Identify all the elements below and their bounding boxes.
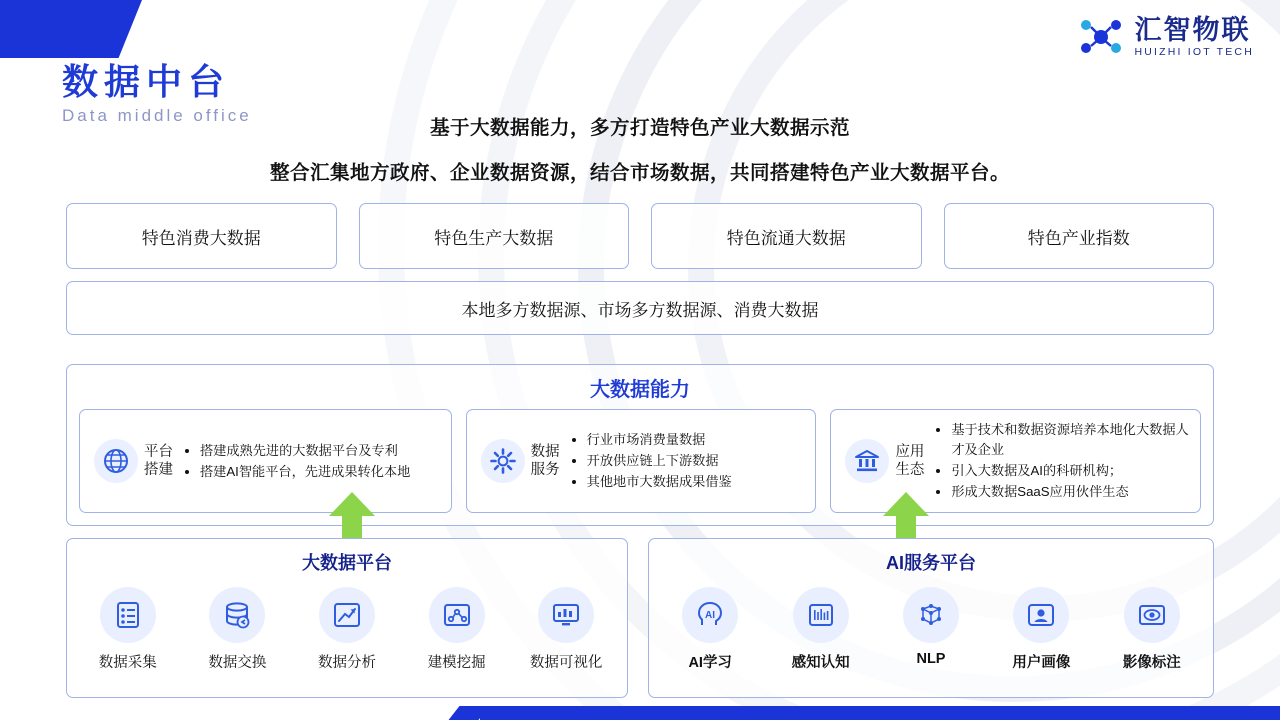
- list-item: • 引入大数据及AI的科研机构；: [951, 461, 1192, 481]
- top-box-label: 特色流通大数据: [726, 228, 846, 248]
- platform-item-nlp[interactable]: [879, 587, 983, 667]
- platform-item-data-exchange[interactable]: [185, 587, 289, 672]
- ai-head-icon: [682, 587, 738, 643]
- platform-item-label: 建模挖掘: [427, 655, 486, 671]
- platform-item-user-portrait[interactable]: [989, 587, 1093, 672]
- monitor-visual-icon: [538, 587, 594, 643]
- platform-item-label: 用户画像: [1012, 655, 1071, 671]
- top-box-label: 特色生产大数据: [434, 228, 554, 248]
- list-item: • 开放供应链上下游数据: [587, 451, 732, 471]
- gear-icon: [481, 439, 525, 483]
- top-box-circulation[interactable]: [651, 203, 922, 269]
- platform-item-perception[interactable]: [769, 587, 873, 672]
- chart-analysis-icon: [319, 587, 375, 643]
- data-source-label: 本地多方数据源、市场多方数据源、消费大数据: [461, 300, 819, 320]
- arrow-up-left: [329, 492, 375, 543]
- capability-title: 大数据能力: [590, 379, 690, 401]
- top-box-label: 特色消费大数据: [141, 228, 261, 248]
- capability-card-items: [571, 429, 732, 492]
- platform-item-data-collect[interactable]: [76, 587, 180, 672]
- capability-card-platform[interactable]: [79, 409, 452, 513]
- database-exchange-icon: [209, 587, 265, 643]
- user-portrait-icon: [1013, 587, 1069, 643]
- arrow-up-right: [883, 492, 929, 543]
- top-category-row: [66, 203, 1214, 269]
- platform-title: 大数据平台: [302, 553, 392, 573]
- logo-text-cn: 汇智物联: [1134, 14, 1251, 45]
- lead-line-1: 基于大数据能力，多方打造特色产业大数据示范: [429, 117, 850, 139]
- lead-line-2: 整合汇集地方政府、企业数据资源，结合市场数据，共同搭建特色产业大数据平台。: [269, 162, 1010, 184]
- list-item: • 形成大数据SaaS应用伙伴生态: [951, 482, 1192, 502]
- platform-item-ai-learning[interactable]: [658, 587, 762, 672]
- platform-item-label: 数据采集: [98, 655, 157, 671]
- capability-card-items: [935, 419, 1192, 502]
- corner-accent-top-left: [0, 0, 142, 58]
- platform-item-model-mining[interactable]: [405, 587, 509, 672]
- platform-item-label: 数据交换: [208, 655, 267, 671]
- list-item: • 行业市场消费量数据: [587, 430, 732, 450]
- capability-card-label: 应用 生态: [895, 443, 925, 478]
- platform-item-label: 感知认知: [791, 655, 850, 671]
- list-item: • 基于技术和数据资源培养本地化大数据人才及企业: [951, 420, 1192, 460]
- bank-icon: [845, 439, 889, 483]
- capability-panel: [66, 364, 1214, 526]
- svg-text:AI: AI: [705, 610, 716, 621]
- list-item: • 搭建成熟先进的大数据平台及专利: [200, 441, 410, 461]
- capability-card-label: 平台 搭建: [144, 443, 173, 478]
- lead-paragraph: [0, 112, 1280, 185]
- platform-item-data-analysis[interactable]: [295, 587, 399, 672]
- image-annotation-icon: [1124, 587, 1180, 643]
- list-item: • 搭建AI智能平台，先进成果转化本地: [200, 462, 410, 482]
- platform-item-label: NLP: [916, 651, 946, 667]
- capability-card-items: [184, 440, 410, 483]
- platform-item-visualization[interactable]: [514, 587, 618, 672]
- capability-card-data-service[interactable]: [466, 409, 817, 513]
- logo-text-en: HUIZHI IOT TECH: [1134, 46, 1254, 59]
- model-mining-icon: [429, 587, 485, 643]
- corner-accent-bottom: [480, 706, 1280, 720]
- brand-logo: [1078, 14, 1254, 60]
- data-collect-icon: [100, 587, 156, 643]
- molecule-icon: [1078, 14, 1124, 60]
- top-box-production[interactable]: [359, 203, 630, 269]
- perception-icon: [793, 587, 849, 643]
- top-box-consumption[interactable]: [66, 203, 337, 269]
- platform-item-image-annotation[interactable]: [1100, 587, 1204, 672]
- platform-panel-bigdata: [66, 538, 628, 698]
- globe-icon: [94, 439, 138, 483]
- platform-panel-ai: [648, 538, 1214, 698]
- neural-network-icon: [903, 587, 959, 643]
- platform-item-label: AI学习: [688, 655, 732, 671]
- top-box-label: 特色产业指数: [1027, 228, 1130, 248]
- platform-item-label: 数据可视化: [529, 655, 603, 671]
- capability-card-label: 数据 服务: [530, 443, 560, 478]
- platform-item-label: 数据分析: [317, 655, 376, 671]
- platform-item-label: 影像标注: [1122, 655, 1181, 671]
- top-box-index[interactable]: [944, 203, 1215, 269]
- title-en: Data middle office: [62, 105, 252, 125]
- title-cn: 数据中台: [62, 61, 231, 102]
- list-item: • 其他地市大数据成果借鉴: [587, 472, 732, 492]
- platform-title: AI服务平台: [886, 553, 976, 573]
- data-source-bar[interactable]: [66, 281, 1214, 335]
